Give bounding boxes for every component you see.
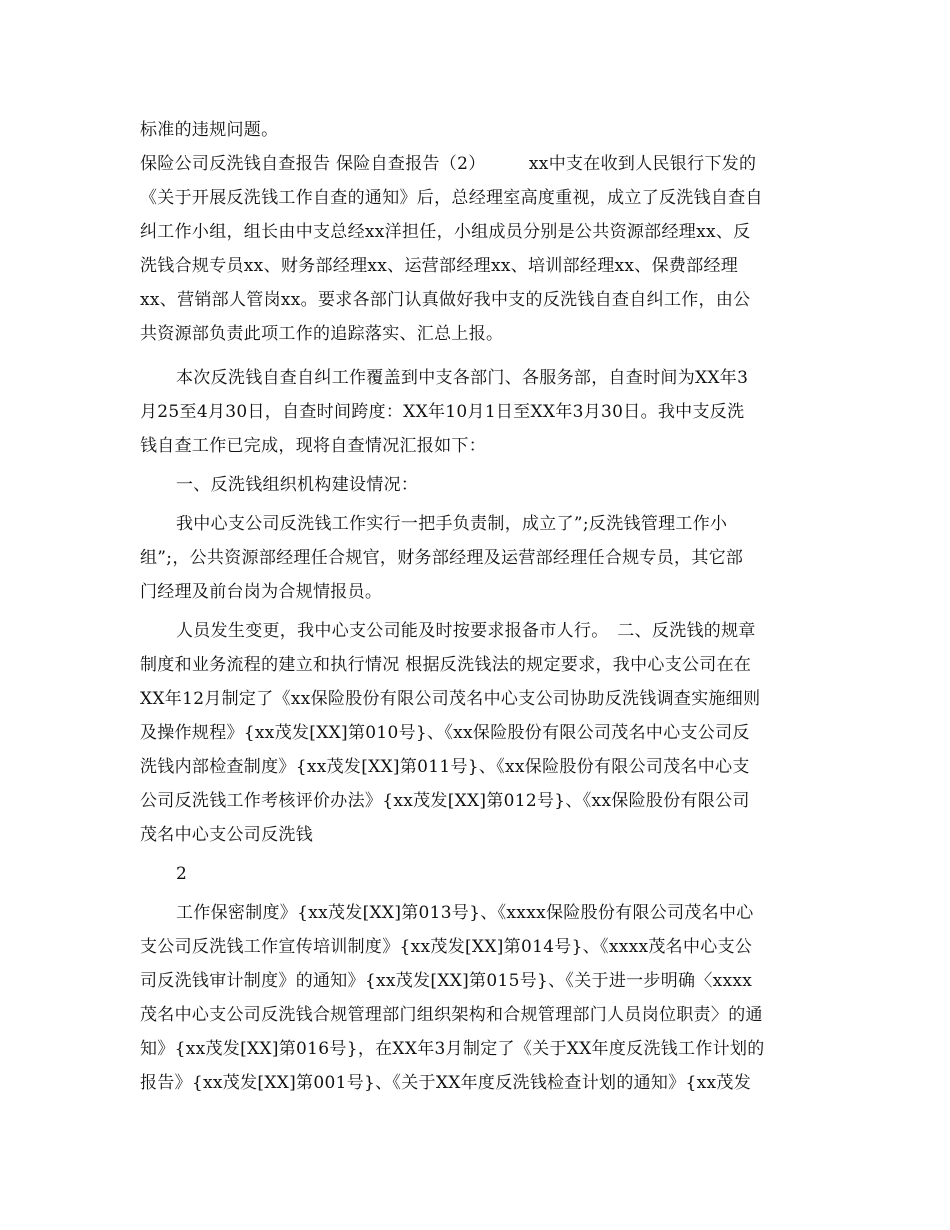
section-heading: 一、反洗钱组织机构建设情况：	[176, 475, 419, 495]
text-line: 门经理及前台岗为合规情报员。	[140, 582, 383, 602]
text-line: 保险公司反洗钱自查报告 保险自查报告（2） xx中支在收到人民银行下发的	[140, 154, 757, 174]
text-line: 《关于开展反洗钱工作自查的通知》后，总经理室高度重视，成立了反洗钱自查自	[140, 188, 763, 208]
text-line: 本次反洗钱自查自纠工作覆盖到中支各部门、各服务部，自查时间为XX年3	[176, 368, 749, 388]
text-line: 月25至4月30日，自查时间跨度：XX年10月1日至XX年3月30日。我中支反洗	[140, 402, 745, 422]
text-line: 人员发生变更，我中心支公司能及时按要求报备市人行。 二、反洗钱的规章	[176, 621, 756, 641]
text-line: 组”;，公共资源部经理任合规官，财务部经理及运营部经理任合规专员，其它部	[140, 548, 744, 568]
text-line: 报告》{xx茂发[XX]第001号}、《关于XX年度反洗钱检查计划的通知》{xx茂发	[140, 1073, 752, 1093]
text-line: 制度和业务流程的建立和执行情况 根据反洗钱法的规定要求，我中心支公司在在	[140, 655, 752, 675]
text-line: 钱自查工作已完成，现将自查情况汇报如下：	[140, 436, 486, 456]
text-line: 纠工作小组，组长由中支总经xx洋担任，小组成员分别是公共资源部经理xx、反	[140, 222, 751, 242]
text-line: 茂名中心支公司反洗钱	[140, 825, 313, 845]
text-line: xx、营销部人管岗xx。要求各部门认真做好我中支的反洗钱自查自纠工作，由公	[140, 290, 751, 310]
text-line: 支公司反洗钱工作宣传培训制度》{xx茂发[XX]第014号}、《xxxx茂名中心支公	[140, 937, 753, 957]
text-line: 我中心支公司反洗钱工作实行一把手负责制，成立了”;反洗钱管理工作小	[176, 514, 728, 534]
text-line: 标准的违规问题。	[140, 120, 279, 140]
text-line: 司反洗钱审计制度》的通知》{xx茂发[XX]第015号}、《关于进一步明确〈xxxx	[140, 971, 753, 991]
text-line: 洗钱内部检查制度》{xx茂发[XX]第011号}、《xx保险股份有限公司茂名中心支	[140, 757, 750, 777]
text-line: 共资源部负责此项工作的追踪落实、汇总上报。	[140, 324, 504, 344]
text-line: 茂名中心支公司反洗钱合规管理部门组织架构和合规管理部门人员岗位职责〉的通	[140, 1005, 763, 1025]
text-line: XX年12月制定了《xx保险股份有限公司茂名中心支公司协助反洗钱调查实施细则	[140, 689, 761, 709]
text-line: 工作保密制度》{xx茂发[XX]第013号}、《xxxx保险股份有限公司茂名中心	[176, 903, 754, 923]
page-number: 2	[176, 864, 188, 884]
text-line: 洗钱合规专员xx、财务部经理xx、运营部经理xx、培训部经理xx、保费部经理	[140, 256, 739, 276]
text-line: 及操作规程》{xx茂发[XX]第010号}、《xx保险股份有限公司茂名中心支公司反	[140, 723, 750, 743]
text-line: 知》{xx茂发[XX]第016号}，在XX年3月制定了《关于XX年度反洗钱工作计划的	[140, 1039, 765, 1059]
text-line: 公司反洗钱工作考核评价办法》{xx茂发[XX]第012号}、《xx保险股份有限公司	[140, 791, 750, 811]
